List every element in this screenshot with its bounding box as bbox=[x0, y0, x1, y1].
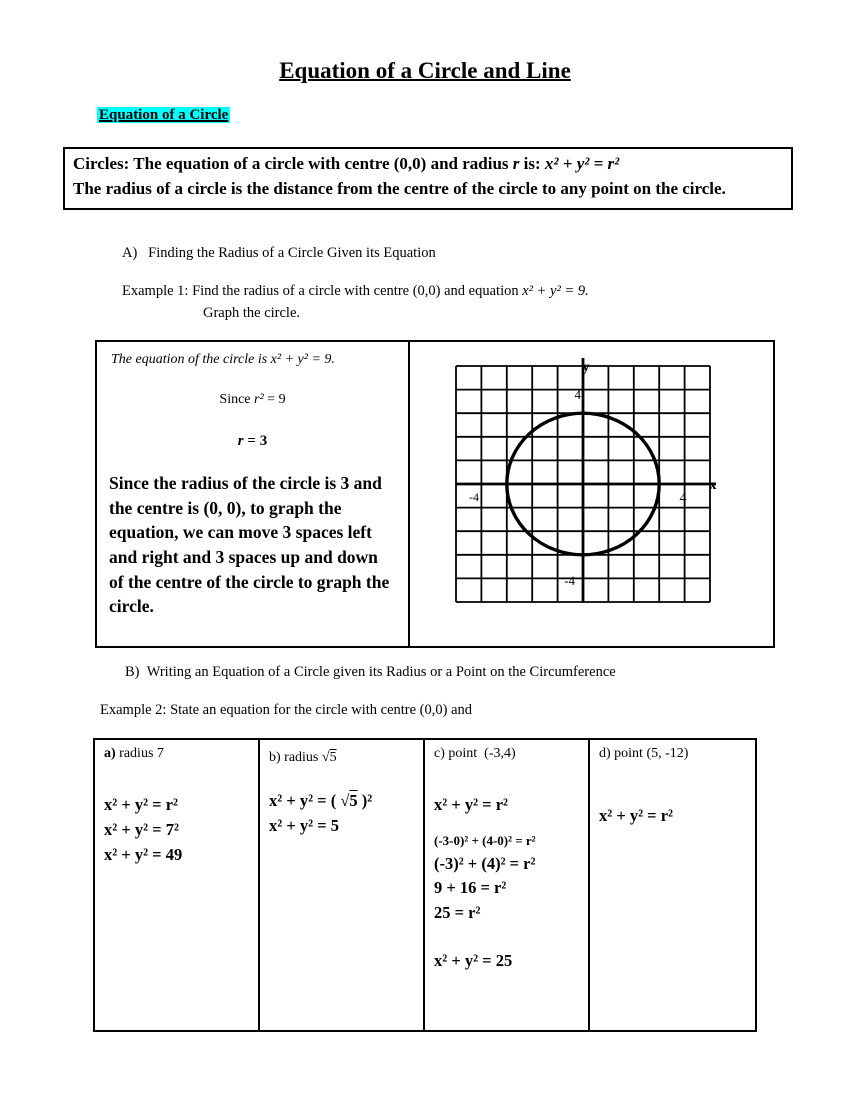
section-heading bbox=[97, 107, 230, 124]
equation-line: x² + y² = 5 bbox=[269, 815, 339, 835]
y-axis-tick-top: 4 bbox=[574, 387, 581, 402]
cell-d-equations bbox=[599, 804, 749, 829]
definition-mid: is: bbox=[519, 154, 545, 173]
cell-c-label: c) point (-3,4) bbox=[434, 746, 516, 761]
x-axis-tick-left: -4 bbox=[469, 490, 479, 504]
sqrt-icon: √ bbox=[340, 791, 350, 810]
cell-a-equations bbox=[104, 793, 252, 867]
cell-d-label: d) point (5, -12) bbox=[599, 746, 689, 761]
answers-table bbox=[93, 738, 757, 1032]
radius-variable: r bbox=[512, 154, 520, 173]
cell-b-label: b) radius √5 bbox=[269, 750, 337, 765]
definition-line2: The radius of a circle is the distance from the centre of the circle to any point on the circle. bbox=[73, 178, 726, 198]
equation-line: (-3)² + (4)² = r² bbox=[434, 853, 536, 873]
cell-a-label: a) radius 7 bbox=[104, 746, 164, 761]
equation-line: x² + y² = 25 bbox=[434, 950, 513, 970]
section-heading-text: Equation of a Circle bbox=[99, 107, 229, 123]
answer-cell-c bbox=[425, 740, 590, 1030]
x-axis-tick-right: 4 bbox=[679, 491, 687, 506]
equation-line: x² + y² = ( √5 )² bbox=[269, 791, 373, 810]
work-explanation: Since the radius of the circle is 3 and the centre is (0, 0), to graph the equation, we can move 3 spaces left and right and 3 spaces up and down of the centre of the circle to graph the circle. bbox=[109, 473, 390, 617]
part-a-heading: A) Finding the Radius of a Circle Given its Equation bbox=[122, 245, 436, 261]
circle-equation: x² + y² = r² bbox=[544, 154, 620, 173]
x-axis-label: x bbox=[709, 478, 717, 493]
equation-line: x² + y² = 49 bbox=[104, 844, 183, 864]
sqrt-icon: √ bbox=[321, 750, 330, 765]
answer-cell-d bbox=[590, 740, 755, 1030]
y-axis-tick-bottom: -4 bbox=[564, 573, 575, 588]
equation-line: (-3-0)² + (4-0)² = r² bbox=[434, 832, 536, 848]
page-title: Equation of a Circle and Line bbox=[279, 58, 571, 83]
example1-equation: x² + y² = 9. bbox=[522, 283, 589, 299]
equation-line: x² + y² = r² bbox=[434, 795, 508, 814]
cell-b-equations bbox=[269, 789, 417, 839]
equation-line: x² + y² = 7² bbox=[104, 819, 179, 839]
equation-line: 25 = r² bbox=[434, 903, 481, 923]
y-axis-label: y bbox=[582, 360, 590, 375]
equation-line: x² + y² = r² bbox=[599, 806, 673, 825]
definition-box bbox=[63, 147, 793, 210]
example1-prefix: Example 1: Find the radius of a circle with centre (0,0) and equation bbox=[122, 283, 523, 299]
work-equation-line: The equation of the circle is x² + y² = 9. bbox=[111, 352, 335, 367]
example1-line2: Graph the circle. bbox=[203, 305, 301, 321]
work-radius-result: r = 3 bbox=[237, 433, 268, 449]
part-b-heading: B) Writing an Equation of a Circle given its Radius or a Point on the Circumference bbox=[125, 664, 616, 680]
example1-line1 bbox=[122, 283, 589, 300]
r-squared: r² bbox=[254, 392, 264, 407]
work-graph-cell bbox=[410, 342, 773, 646]
definition-text: Circles: The equation of a circle with centre (0,0) and radius bbox=[73, 154, 513, 173]
grid-layer bbox=[456, 358, 716, 602]
work-since-line: Since r² = 9 bbox=[219, 392, 286, 407]
example1-work-table bbox=[95, 340, 775, 648]
example2-line: Example 2: State an equation for the circle with centre (0,0) and bbox=[100, 702, 473, 718]
equation-line: x² + y² = r² bbox=[104, 795, 178, 814]
equation-line: 9 + 16 = r² bbox=[434, 878, 507, 898]
circle-graph bbox=[454, 358, 722, 606]
answer-cell-b bbox=[260, 740, 425, 1030]
work-solution-cell bbox=[97, 342, 410, 646]
answer-cell-a bbox=[95, 740, 260, 1030]
